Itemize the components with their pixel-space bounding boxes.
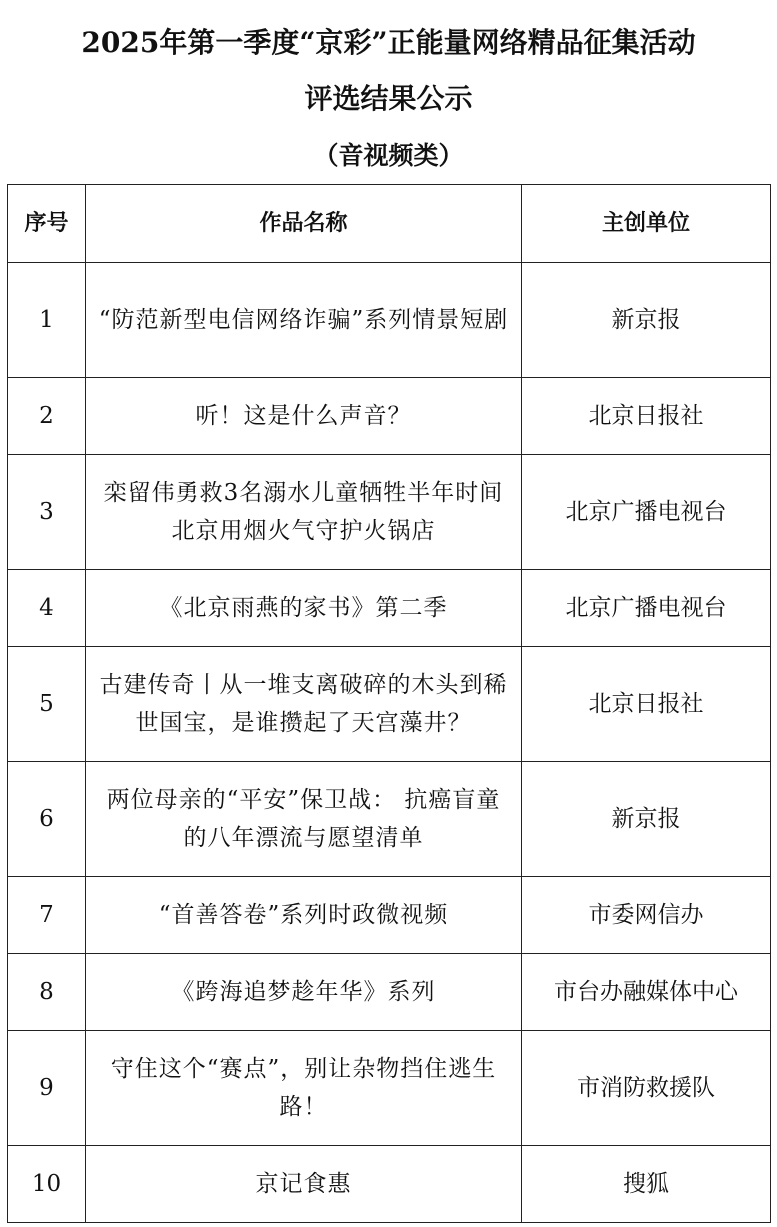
row-work-name: 守住这个“赛点”，别让杂物挡住逃生路！	[86, 1031, 522, 1146]
table-row	[8, 1146, 771, 1223]
row-unit: 市委网信办	[522, 877, 771, 954]
row-index: 1	[8, 263, 86, 378]
table-row	[8, 877, 771, 954]
page-title: 2025年第一季度“京彩”正能量网络精品征集活动	[81, 26, 696, 59]
row-unit: 搜狐	[522, 1146, 771, 1223]
page-title-line2: 评选结果公示	[304, 82, 473, 115]
row-work-name: 《北京雨燕的家书》第二季	[86, 570, 522, 647]
row-unit: 北京广播电视台	[522, 455, 771, 570]
table-row	[8, 378, 771, 455]
row-work-name: 听！这是什么声音？	[86, 378, 522, 455]
row-work-name: 栾留伟勇救3名溺水儿童牺牲半年时间 北京用烟火气守护火锅店	[86, 455, 522, 570]
table-row	[8, 263, 771, 378]
row-unit: 北京日报社	[522, 647, 771, 762]
results-table	[7, 184, 771, 1223]
row-index: 4	[8, 570, 86, 647]
table-header-row	[8, 185, 771, 263]
table-row	[8, 762, 771, 877]
row-index: 6	[8, 762, 86, 877]
row-unit: 新京报	[522, 762, 771, 877]
page-subtitle: （音视频类）	[313, 141, 464, 170]
column-header-name: 作品名称	[86, 185, 522, 263]
row-work-name: “首善答卷”系列时政微视频	[86, 877, 522, 954]
row-work-name: 京记食惠	[86, 1146, 522, 1223]
column-header-unit: 主创单位	[522, 185, 771, 263]
column-header-index: 序号	[8, 185, 86, 263]
row-index: 9	[8, 1031, 86, 1146]
table-row	[8, 570, 771, 647]
row-unit: 北京日报社	[522, 378, 771, 455]
row-unit: 市消防救援队	[522, 1031, 771, 1146]
row-work-name: 两位母亲的“平安”保卫战： 抗癌盲童的八年漂流与愿望清单	[86, 762, 522, 877]
row-work-name: 古建传奇丨从一堆支离破碎的木头到稀世国宝，是谁攒起了天宫藻井？	[86, 647, 522, 762]
table-row	[8, 1031, 771, 1146]
row-index: 8	[8, 954, 86, 1031]
row-work-name: 《跨海追梦趁年华》系列	[86, 954, 522, 1031]
table-row	[8, 647, 771, 762]
row-index: 3	[8, 455, 86, 570]
table-row	[8, 455, 771, 570]
row-index: 5	[8, 647, 86, 762]
row-index: 2	[8, 378, 86, 455]
row-unit: 新京报	[522, 263, 771, 378]
row-index: 7	[8, 877, 86, 954]
row-unit: 北京广播电视台	[522, 570, 771, 647]
row-index: 10	[8, 1146, 86, 1223]
row-unit: 市台办融媒体中心	[522, 954, 771, 1031]
row-work-name: “防范新型电信网络诈骗”系列情景短剧	[86, 263, 522, 378]
table-row	[8, 954, 771, 1031]
